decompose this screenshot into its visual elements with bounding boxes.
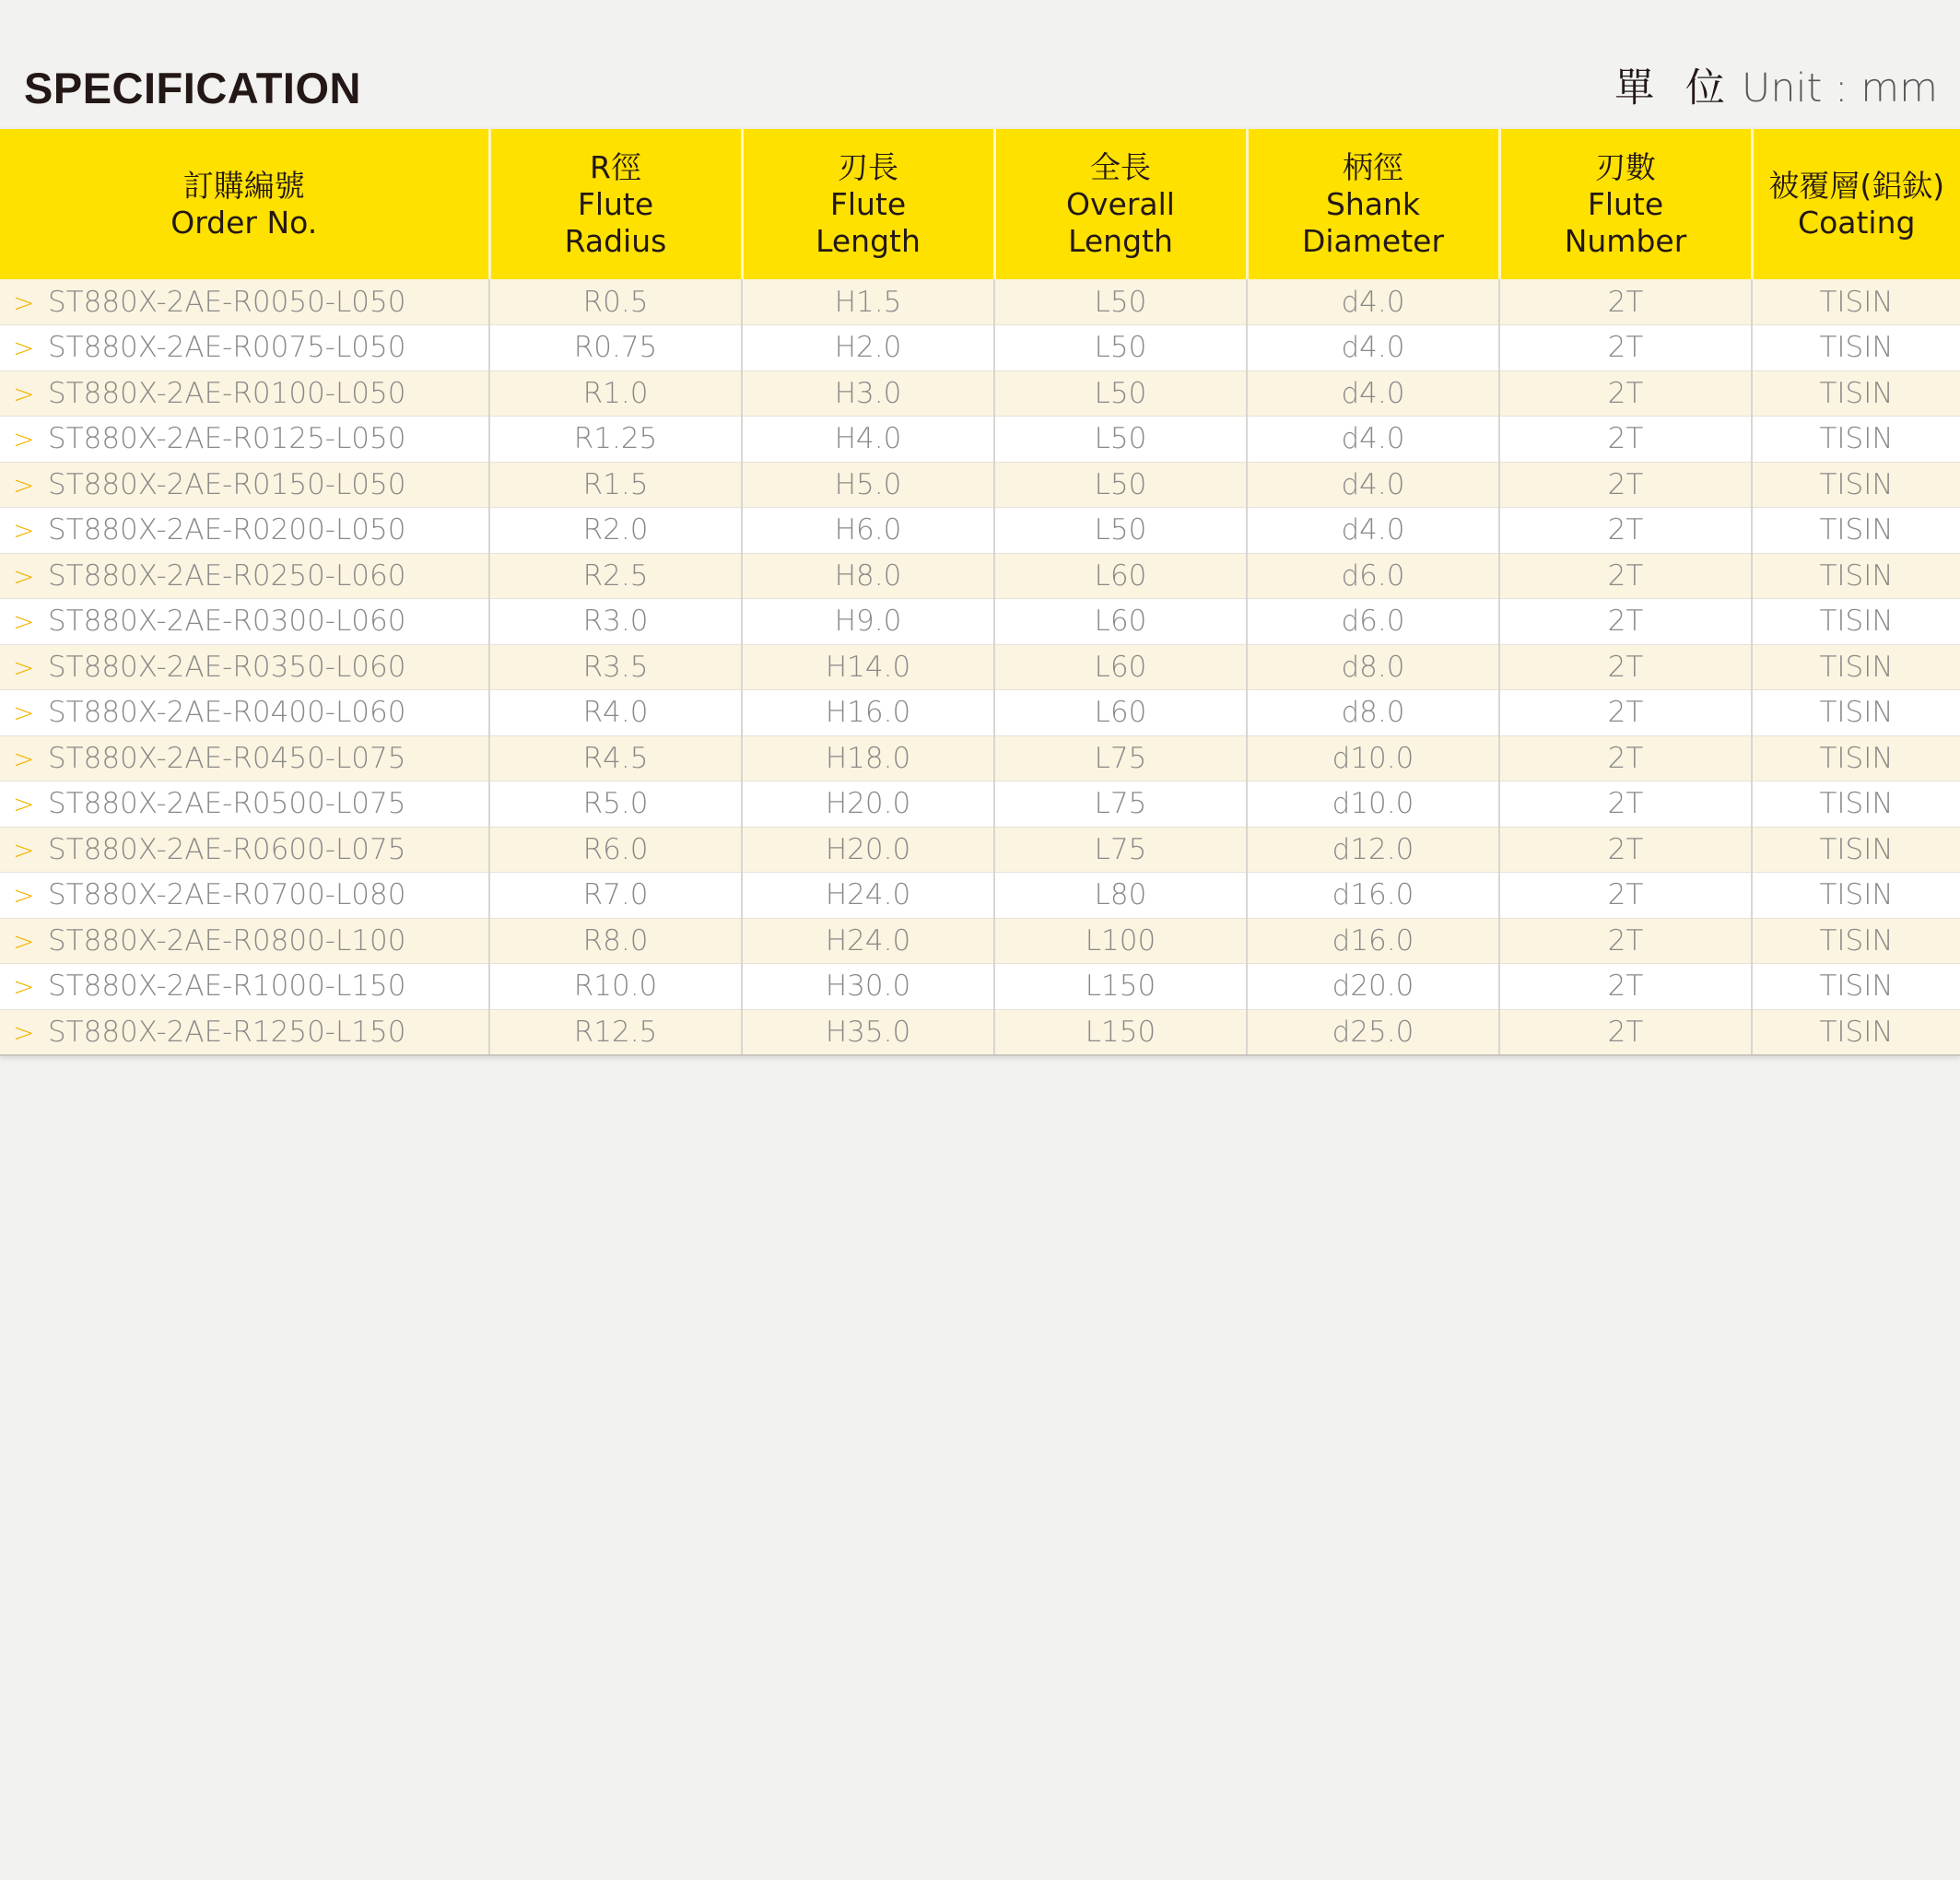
flute-radius-cell: R4.5: [489, 735, 742, 781]
column-header-shank-diameter: [1247, 129, 1499, 279]
shank-diameter-cell: d10.0: [1247, 781, 1499, 828]
order-no-cell: [0, 599, 489, 645]
shank-diameter-cell: d10.0: [1247, 735, 1499, 781]
flute-number-cell: 2T: [1499, 781, 1752, 828]
order-number: ST880X-2AE-R1250-L150: [48, 1015, 406, 1049]
row-marker-icon: >: [13, 560, 35, 592]
flute-radius-cell: R3.5: [489, 644, 742, 690]
flute-radius-cell: R3.0: [489, 599, 742, 645]
flute-length-cell: H3.0: [742, 370, 994, 417]
table-row: [0, 553, 1960, 599]
order-number: ST880X-2AE-R0500-L075: [48, 787, 406, 821]
column-header-en: Flute: [1587, 185, 1664, 222]
table-row: [0, 644, 1960, 690]
table-row: [0, 370, 1960, 417]
overall-length-cell: L75: [994, 735, 1247, 781]
flute-length-cell: H1.5: [742, 279, 994, 325]
overall-length-cell: L50: [994, 370, 1247, 417]
order-no-cell: [0, 644, 489, 690]
flute-length-cell: H20.0: [742, 827, 994, 873]
column-header-en: Flute: [577, 185, 654, 222]
column-header-en: Coating: [1798, 204, 1916, 241]
flute-number-cell: 2T: [1499, 964, 1752, 1010]
flute-number-cell: 2T: [1499, 690, 1752, 736]
overall-length-cell: L60: [994, 690, 1247, 736]
flute-radius-cell: R8.0: [489, 918, 742, 964]
column-header-en: Order No.: [170, 204, 318, 241]
order-no-cell: [0, 873, 489, 919]
flute-radius-cell: R5.0: [489, 781, 742, 828]
flute-length-cell: H5.0: [742, 462, 994, 508]
coating-cell: TISIN: [1752, 644, 1960, 690]
table-row: [0, 781, 1960, 828]
coating-cell: TISIN: [1752, 1009, 1960, 1055]
flute-number-cell: 2T: [1499, 553, 1752, 599]
coating-cell: TISIN: [1752, 325, 1960, 371]
shank-diameter-cell: d4.0: [1247, 417, 1499, 463]
order-no-cell: [0, 964, 489, 1010]
table-row: [0, 599, 1960, 645]
row-marker-icon: >: [13, 971, 35, 1003]
overall-length-cell: L60: [994, 553, 1247, 599]
flute-radius-cell: R2.5: [489, 553, 742, 599]
column-header-en: Length: [1068, 222, 1173, 259]
row-marker-icon: >: [13, 469, 35, 500]
order-no-cell: [0, 735, 489, 781]
flute-number-cell: 2T: [1499, 735, 1752, 781]
table-header-row: [0, 129, 1960, 279]
overall-length-cell: L50: [994, 462, 1247, 508]
flute-length-cell: H9.0: [742, 599, 994, 645]
overall-length-cell: L60: [994, 644, 1247, 690]
table-row: [0, 690, 1960, 736]
overall-length-cell: L50: [994, 325, 1247, 371]
specification-table-container: [0, 129, 1960, 1056]
table-row: [0, 918, 1960, 964]
order-number: ST880X-2AE-R0150-L050: [48, 467, 406, 501]
flute-number-cell: 2T: [1499, 873, 1752, 919]
coating-cell: TISIN: [1752, 508, 1960, 554]
flute-radius-cell: R0.75: [489, 325, 742, 371]
flute-number-cell: 2T: [1499, 644, 1752, 690]
flute-radius-cell: R1.5: [489, 462, 742, 508]
order-number: ST880X-2AE-R0250-L060: [48, 558, 406, 593]
flute-radius-cell: R2.0: [489, 508, 742, 554]
flute-length-cell: H24.0: [742, 918, 994, 964]
order-number: ST880X-2AE-R0800-L100: [48, 923, 406, 958]
order-no-cell: [0, 508, 489, 554]
order-no-cell: [0, 690, 489, 736]
flute-length-cell: H14.0: [742, 644, 994, 690]
column-header-en: Shank: [1325, 185, 1421, 222]
flute-length-cell: H2.0: [742, 325, 994, 371]
order-no-cell: [0, 918, 489, 964]
order-number: ST880X-2AE-R0350-L060: [48, 650, 406, 684]
order-no-cell: [0, 417, 489, 463]
coating-cell: TISIN: [1752, 918, 1960, 964]
coating-cell: TISIN: [1752, 873, 1960, 919]
column-header-zh: 被覆層(鋁鈦): [1768, 167, 1945, 204]
shank-diameter-cell: d20.0: [1247, 964, 1499, 1010]
overall-length-cell: L150: [994, 1009, 1247, 1055]
flute-number-cell: 2T: [1499, 599, 1752, 645]
overall-length-cell: L60: [994, 599, 1247, 645]
overall-length-cell: L75: [994, 827, 1247, 873]
table-row: [0, 827, 1960, 873]
row-marker-icon: >: [13, 424, 35, 455]
table-row: [0, 508, 1960, 554]
flute-length-cell: H4.0: [742, 417, 994, 463]
column-header-en: Length: [816, 222, 921, 259]
overall-length-cell: L50: [994, 508, 1247, 554]
flute-number-cell: 2T: [1499, 508, 1752, 554]
flute-length-cell: H20.0: [742, 781, 994, 828]
order-number: ST880X-2AE-R0450-L075: [48, 741, 406, 775]
shank-diameter-cell: d6.0: [1247, 599, 1499, 645]
flute-length-cell: H18.0: [742, 735, 994, 781]
overall-length-cell: L50: [994, 279, 1247, 325]
order-number: ST880X-2AE-R0300-L060: [48, 605, 406, 639]
overall-length-cell: L100: [994, 918, 1247, 964]
column-header-en: Diameter: [1301, 222, 1445, 259]
order-no-cell: [0, 325, 489, 371]
flute-number-cell: 2T: [1499, 279, 1752, 325]
shank-diameter-cell: d4.0: [1247, 325, 1499, 371]
table-row: [0, 735, 1960, 781]
column-header-zh: 訂購編號: [182, 167, 305, 204]
row-marker-icon: >: [13, 698, 35, 729]
flute-radius-cell: R1.0: [489, 370, 742, 417]
row-marker-icon: >: [13, 606, 35, 638]
column-header-en: Number: [1564, 222, 1687, 259]
column-header-flute-length: [742, 129, 994, 279]
coating-cell: TISIN: [1752, 553, 1960, 599]
column-header-zh: 刃長: [838, 148, 898, 185]
flute-length-cell: H35.0: [742, 1009, 994, 1055]
coating-cell: TISIN: [1752, 279, 1960, 325]
order-no-cell: [0, 553, 489, 599]
column-header-coating: [1752, 129, 1960, 279]
coating-cell: TISIN: [1752, 417, 1960, 463]
row-marker-icon: >: [13, 925, 35, 957]
shank-diameter-cell: d16.0: [1247, 918, 1499, 964]
table-row: [0, 325, 1960, 371]
order-no-cell: [0, 279, 489, 325]
flute-length-cell: H16.0: [742, 690, 994, 736]
shank-diameter-cell: d4.0: [1247, 279, 1499, 325]
specification-table: [0, 129, 1960, 1056]
order-number: ST880X-2AE-R0700-L080: [48, 878, 406, 912]
flute-number-cell: 2T: [1499, 462, 1752, 508]
column-header-zh: 刃數: [1595, 148, 1656, 185]
column-header-zh: R徑: [590, 148, 641, 185]
column-header-flute-number: [1499, 129, 1752, 279]
shank-diameter-cell: d4.0: [1247, 462, 1499, 508]
overall-length-cell: L50: [994, 417, 1247, 463]
flute-radius-cell: R4.0: [489, 690, 742, 736]
flute-number-cell: 2T: [1499, 918, 1752, 964]
overall-length-cell: L75: [994, 781, 1247, 828]
flute-length-cell: H8.0: [742, 553, 994, 599]
flute-radius-cell: R7.0: [489, 873, 742, 919]
overall-length-cell: L150: [994, 964, 1247, 1010]
order-no-cell: [0, 781, 489, 828]
flute-radius-cell: R6.0: [489, 827, 742, 873]
flute-radius-cell: R1.25: [489, 417, 742, 463]
row-marker-icon: >: [13, 743, 35, 774]
shank-diameter-cell: d16.0: [1247, 873, 1499, 919]
flute-number-cell: 2T: [1499, 827, 1752, 873]
row-marker-icon: >: [13, 515, 35, 546]
row-marker-icon: >: [13, 287, 35, 318]
flute-length-cell: H6.0: [742, 508, 994, 554]
column-header-overall-length: [994, 129, 1247, 279]
coating-cell: TISIN: [1752, 964, 1960, 1010]
table-body: [0, 279, 1960, 1055]
shank-diameter-cell: d4.0: [1247, 370, 1499, 417]
flute-length-cell: H24.0: [742, 873, 994, 919]
order-number: ST880X-2AE-R0075-L050: [48, 331, 406, 365]
table-row: [0, 279, 1960, 325]
row-marker-icon: >: [13, 333, 35, 364]
coating-cell: TISIN: [1752, 370, 1960, 417]
order-no-cell: [0, 1009, 489, 1055]
overall-length-cell: L80: [994, 873, 1247, 919]
flute-number-cell: 2T: [1499, 370, 1752, 417]
column-header-zh: 柄徑: [1343, 148, 1403, 185]
column-header-flute-radius: [489, 129, 742, 279]
order-number: ST880X-2AE-R0050-L050: [48, 285, 406, 319]
row-marker-icon: >: [13, 834, 35, 865]
order-number: ST880X-2AE-R1000-L150: [48, 969, 406, 1004]
coating-cell: TISIN: [1752, 735, 1960, 781]
coating-cell: TISIN: [1752, 690, 1960, 736]
coating-cell: TISIN: [1752, 599, 1960, 645]
shank-diameter-cell: d6.0: [1247, 553, 1499, 599]
order-no-cell: [0, 462, 489, 508]
table-row: [0, 1009, 1960, 1055]
coating-cell: TISIN: [1752, 781, 1960, 828]
row-marker-icon: >: [13, 1016, 35, 1048]
shank-diameter-cell: d4.0: [1247, 508, 1499, 554]
shank-diameter-cell: d12.0: [1247, 827, 1499, 873]
row-marker-icon: >: [13, 652, 35, 683]
flute-length-cell: H30.0: [742, 964, 994, 1010]
column-header-en: Flute: [829, 185, 907, 222]
table-row: [0, 964, 1960, 1010]
column-header-order-no: [0, 129, 489, 279]
coating-cell: TISIN: [1752, 827, 1960, 873]
table-row: [0, 873, 1960, 919]
shank-diameter-cell: d8.0: [1247, 690, 1499, 736]
row-marker-icon: >: [13, 789, 35, 820]
order-no-cell: [0, 370, 489, 417]
coating-cell: TISIN: [1752, 462, 1960, 508]
unit-label-zh: 單 位: [1614, 65, 1734, 112]
flute-number-cell: 2T: [1499, 1009, 1752, 1055]
column-header-en: Radius: [564, 222, 667, 259]
row-marker-icon: >: [13, 880, 35, 911]
order-number: ST880X-2AE-R0200-L050: [48, 513, 406, 547]
unit-label: [1614, 61, 1938, 116]
table-row: [0, 462, 1960, 508]
order-no-cell: [0, 827, 489, 873]
order-number: ST880X-2AE-R0125-L050: [48, 422, 406, 456]
table-row: [0, 417, 1960, 463]
row-marker-icon: >: [13, 378, 35, 409]
order-number: ST880X-2AE-R0400-L060: [48, 696, 406, 730]
unit-label-en: Unit : mm: [1741, 65, 1938, 112]
page-title: SPECIFICATION: [24, 64, 361, 112]
order-number: ST880X-2AE-R0600-L075: [48, 832, 406, 866]
flute-number-cell: 2T: [1499, 417, 1752, 463]
flute-radius-cell: R10.0: [489, 964, 742, 1010]
flute-radius-cell: R0.5: [489, 279, 742, 325]
flute-radius-cell: R12.5: [489, 1009, 742, 1055]
flute-number-cell: 2T: [1499, 325, 1752, 371]
column-header-zh: 全長: [1090, 148, 1151, 185]
shank-diameter-cell: d8.0: [1247, 644, 1499, 690]
column-header-en: Overall: [1066, 185, 1175, 222]
order-number: ST880X-2AE-R0100-L050: [48, 376, 406, 410]
shank-diameter-cell: d25.0: [1247, 1009, 1499, 1055]
